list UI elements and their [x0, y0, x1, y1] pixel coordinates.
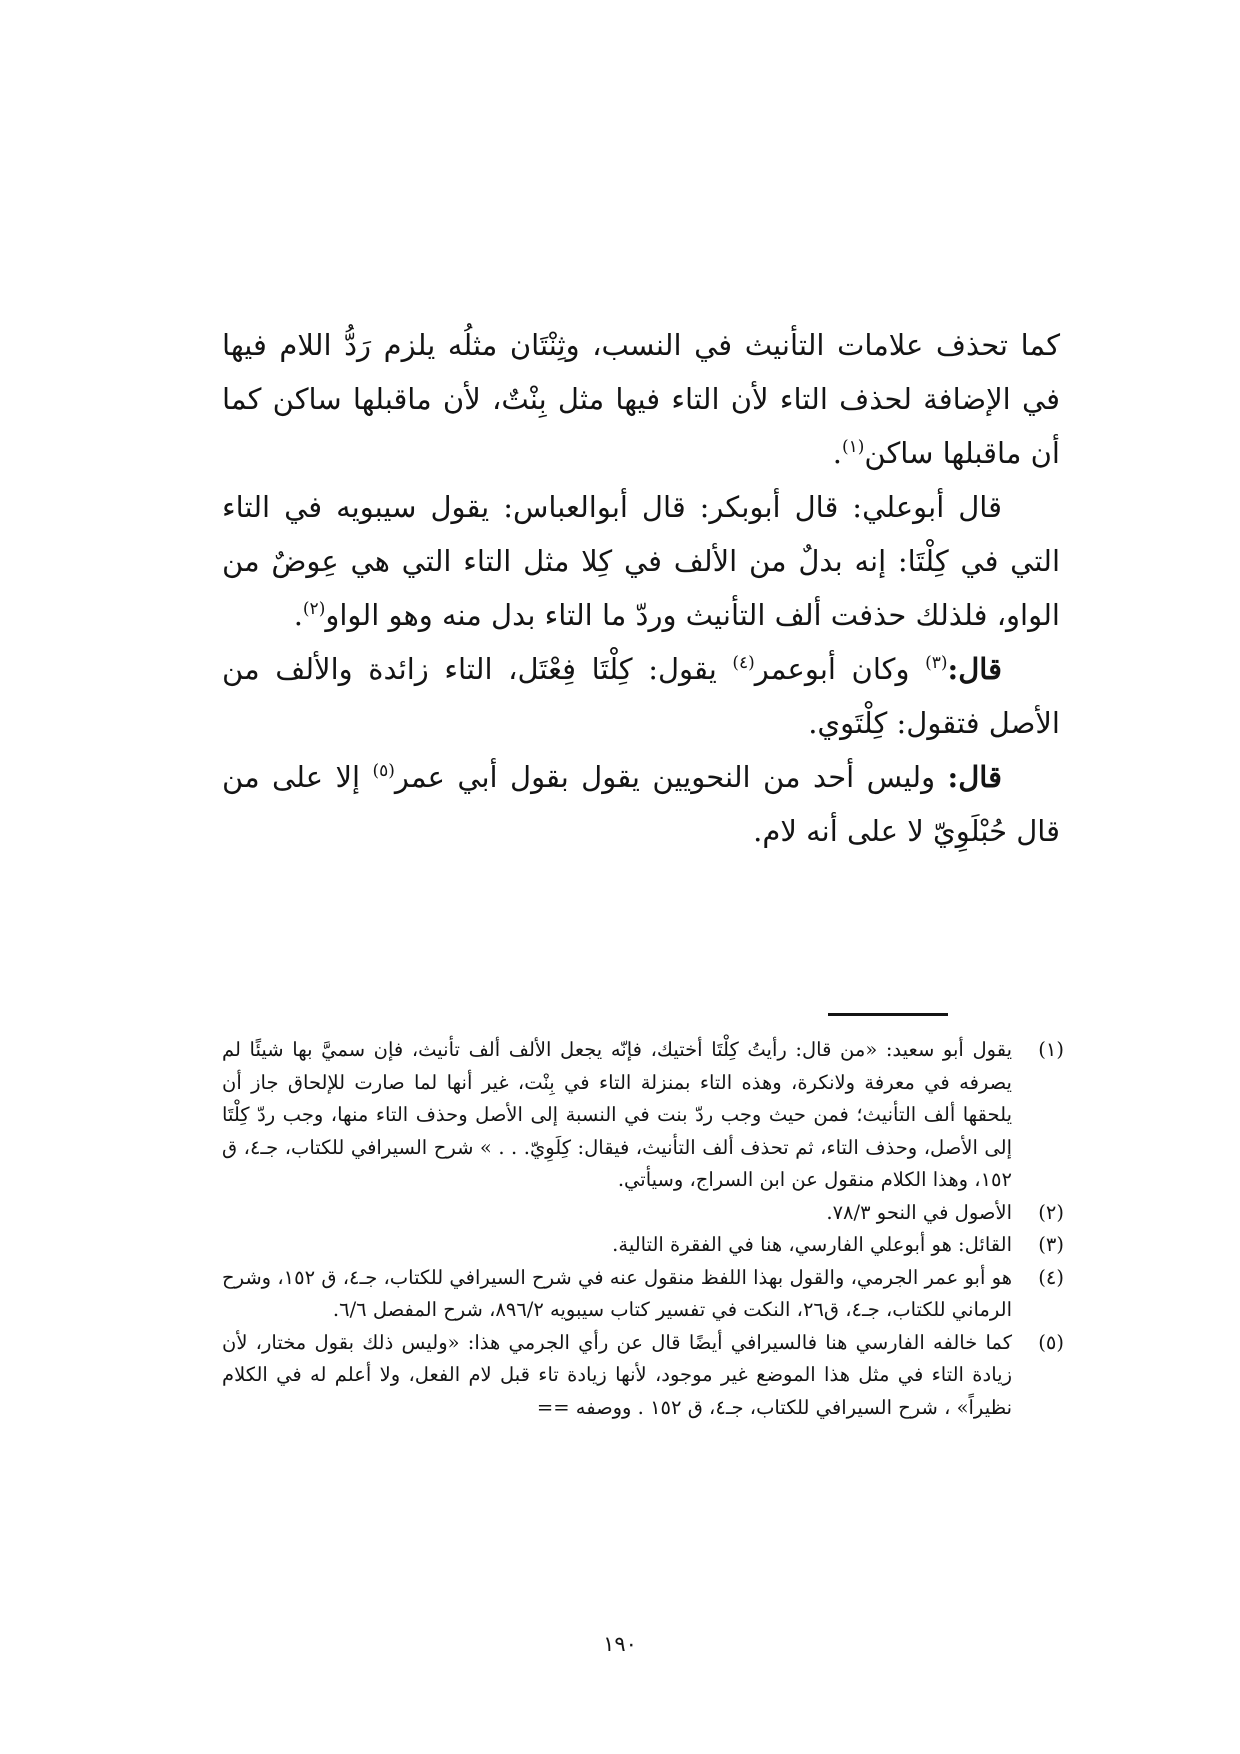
footnote [222, 1197, 1064, 1230]
footnote-number: (١) [1038, 1038, 1064, 1061]
footnote [222, 1327, 1064, 1425]
footnote [222, 1262, 1064, 1327]
footnote-ref[interactable]: (٣) [925, 653, 948, 673]
footnote-number: (٤) [1038, 1265, 1064, 1289]
footnote-number: (٢) [1038, 1200, 1064, 1224]
main-text [222, 318, 1060, 858]
paragraph: كما تحذف علامات التأنيث في النسب، وثِنْتَان مثلُه يلزم رَدُّ اللام فيها في الإضافة لحذف التاء لأن التاء فيها مثل بِنْتٌ، لأن ماقبلها ساكن كما أن ماقبلها ساكن$^{(١)}$. [222, 328, 1060, 470]
footnote-text: هو أبو عمر الجرمي، والقول بهذا اللفظ منقول عنه في شرح السيرافي للكتاب، جـ٤، ق ١٥٢، وشرح الرماني للكتاب، جـ٤، ق٢٦، النكت في تفسير كتاب سيبويه ٨٩٦/٢، شرح المفصل ٦/٦. [222, 1265, 1012, 1321]
footnote-number: (٣) [1038, 1233, 1064, 1256]
page-number: ١٩٠ [603, 1632, 637, 1656]
speaker-label: قال: [947, 652, 1002, 686]
footnote-ref[interactable]: (٢) [302, 599, 326, 619]
footnote-text: يقول أبو سعيد: «من قال: رأيتُ كِلْتَا أختيك، فإنّه يجعل الألف ألف تأنيث، فإن سميَّ بها شيئًا لم يصرفه في معرفة ولانكرة، وهذه التاء بمنزلة التاء في بِنْت، غير أنها لما صارت للإلحاق جاز أن يلحقها ألف التأنيث؛ فمن حيث وجب ردّ بنت في النسبة إلى الأصل وحذف التاء منها، وجب ردّ كِلْتَا إلى الأصل، وحذف التاء، ثم تحذف ألف التأنيث، فيقال: كِلَوِيّ. . . » شرح السيرافي للكتاب، جـ٤، ق ١٥٢، وهذا الكلام منقول عن ابن السراج، وسيأتي. [222, 1038, 1012, 1191]
paragraph: قال:$^{(٣)}$ وكان أبوعمر$^{(٤)}$ يقول: كِلْتَا فِعْتَل، التاء زائدة والألف من الأصل فتقول: كِلْتَوي. [222, 652, 1060, 740]
footnote [222, 1229, 1064, 1262]
footnote-ref[interactable]: (٤) [732, 653, 755, 673]
footnote-separator [828, 1013, 948, 1016]
footnote-ref[interactable]: (٥) [372, 761, 395, 781]
footnote [222, 1034, 1064, 1197]
footnote-number: (٥) [1038, 1330, 1064, 1354]
footnote-text: القائل: هو أبوعلي الفارسي، هنا في الفقرة التالية. [612, 1233, 1012, 1256]
footnote-ref[interactable]: (١) [841, 437, 865, 457]
paragraph: قال أبوعلي: قال أبوبكر: قال أبوالعباس: يقول سيبويه في التاء التي في كِلْتَا: إنه بدلٌ من الألف في كِلا مثل التاء التي هي عِوضٌ من الواو، فلذلك حذفت ألف التأنيث وردّ ما التاء بدل منه وهو الواو$^{(٢)}$. [222, 490, 1060, 632]
footnotes [222, 1034, 1064, 1424]
footnote-text: الأصول في النحو ٧٨/٣. [826, 1200, 1012, 1224]
speaker-label: قال: [947, 760, 1002, 794]
footnote-text: كما خالفه الفارسي هنا فالسيرافي أيضًا قال عن رأي الجرمي هذا: «وليس ذلك بقول مختار، لأن زيادة التاء في مثل هذا الموضع غير موجود، لأنها زيادة تاء قبل لام الفعل، ولا أعلم له في الكلام نظيراً» ، شرح السيرافي للكتاب، جـ٤، ق ١٥٢ . ووصفه == [222, 1330, 1012, 1419]
paragraph: قال: وليس أحد من النحويين يقول بقول أبي عمر$^{(٥)}$ إلا على من قال حُبْلَوِيّ لا على أنه لام. [222, 760, 1060, 848]
